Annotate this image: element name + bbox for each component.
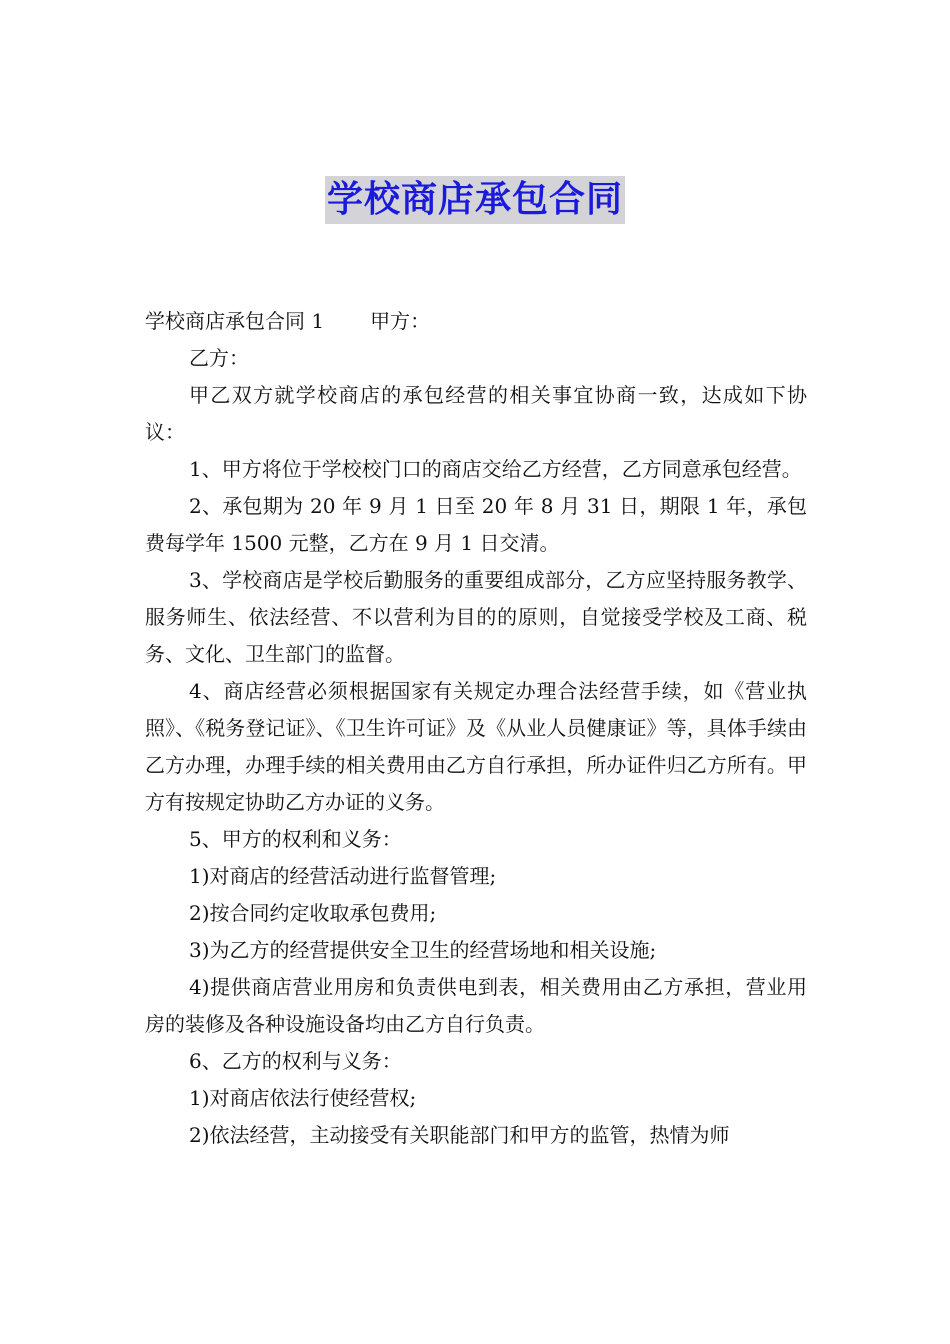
clause-5-item-1: 1)对商店的经营活动进行监督管理; bbox=[189, 864, 497, 888]
header-line-left: 学校商店承包合同 1 bbox=[145, 309, 325, 333]
header-line bbox=[145, 303, 807, 340]
party-b-line: 乙方： bbox=[189, 346, 249, 370]
document-body bbox=[145, 303, 807, 1154]
clause-2: 2、承包期为 20 年 9 月 1 日至 20 年 8 月 31 日，期限 1 年，承包费每学年 1500 元整，乙方在 9 月 1 日交清。 bbox=[145, 494, 807, 555]
clause-1: 1、甲方将位于学校校门口的商店交给乙方经营，乙方同意承包经营。 bbox=[189, 457, 802, 481]
clause-5-item-2: 2)按合同约定收取承包费用; bbox=[189, 901, 437, 925]
title-container bbox=[0, 176, 950, 224]
clause-5-item-4: 4)提供商店营业用房和负责供电到表，相关费用由乙方承担，营业用房的装修及各种设施设备均由乙方自行负责。 bbox=[145, 975, 807, 1036]
document-title: 学校商店承包合同 bbox=[325, 176, 625, 224]
clause-6-item-2: 2)依法经营，主动接受有关职能部门和甲方的监管，热情为师 bbox=[189, 1123, 730, 1147]
clause-5-item-3: 3)为乙方的经营提供安全卫生的经营场地和相关设施; bbox=[189, 938, 657, 962]
clause-6-heading: 6、乙方的权利与义务： bbox=[189, 1049, 402, 1073]
clause-4: 4、商店经营必须根据国家有关规定办理合法经营手续，如《营业执照》、《税务登记证》、《卫生许可证》及《从业人员健康证》等，具体手续由乙方办理，办理手续的相关费用由乙方自行承担，所办证件归乙方所有。甲方有按规定协助乙方办证的义务。 bbox=[145, 679, 807, 814]
clause-5-heading: 5、甲方的权利和义务： bbox=[189, 827, 402, 851]
paragraph-intro: 甲乙双方就学校商店的承包经营的相关事宜协商一致，达成如下协议： bbox=[145, 383, 807, 444]
clause-3: 3、学校商店是学校后勤服务的重要组成部分，乙方应坚持服务教学、服务师生、依法经营、不以营利为目的的原则，自觉接受学校及工商、税务、文化、卫生部门的监督。 bbox=[145, 568, 807, 666]
clause-6-item-1: 1)对商店依法行使经营权; bbox=[189, 1086, 417, 1110]
party-a-label: 甲方： bbox=[370, 309, 431, 333]
